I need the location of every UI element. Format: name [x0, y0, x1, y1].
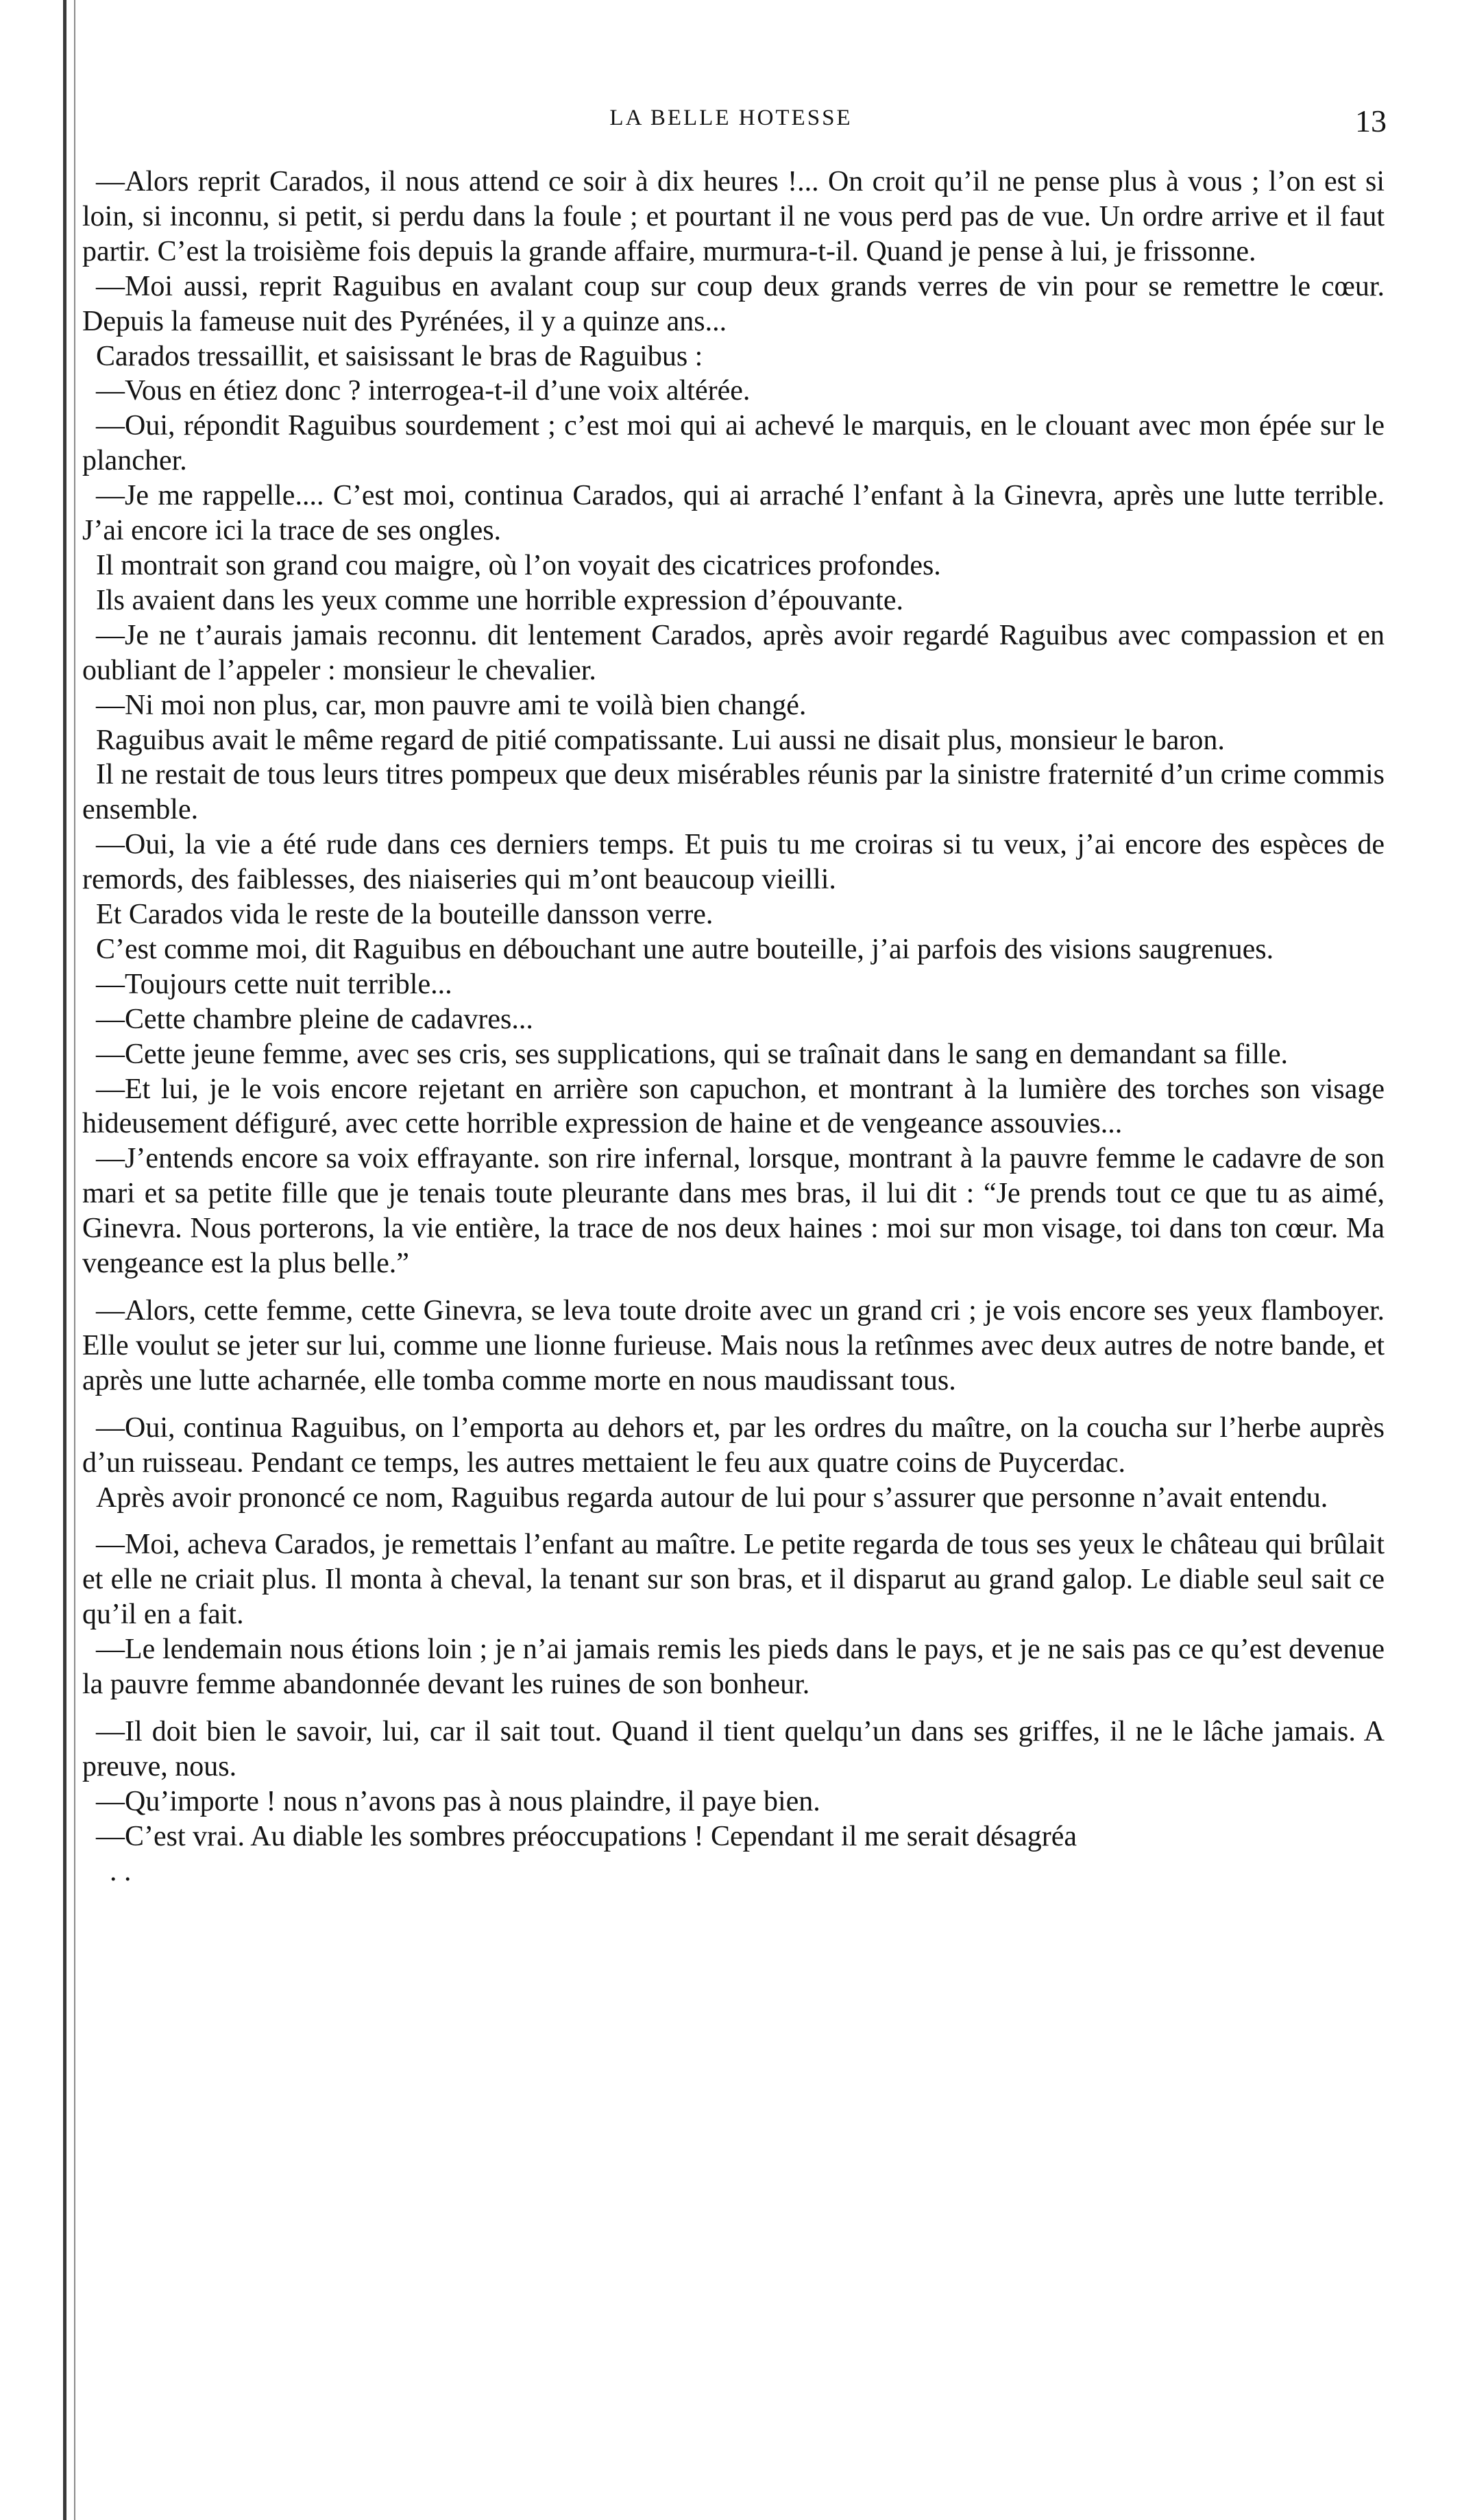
paragraph: Il ne restait de tous leurs titres pompeux que deux misérables réunis par la sinistre fraternité d’un crime commis ensemble.: [82, 759, 1385, 826]
paragraph: —Qu’importe ! nous n’avons pas à nous plaindre, il paye bien.: [96, 1785, 820, 1817]
paragraph: —J’entends encore sa voix effrayante. son rire infernal, lorsque, montrant à la pauvre femme le cadavre de son mari et sa petite fille que je tenais toute pleurante dans mes bras, il lui dit : “Je prends tout ce que tu as aimé, Ginevra. Nous porterons, la vie entière, la trace de nos deux haines : moi sur mon visage, toi dans ton cœur. Ma vengeance est la plus belle.”: [82, 1143, 1385, 1280]
trailing-mark: . .: [110, 1855, 132, 1887]
paragraph: —Moi, acheva Carados, je remettais l’enfant au maître. Le petite regarda de tous ses yeux le château qui brûlait et elle ne criait plus. Il monta à cheval, la tenant sur son bras, et il disparut au grand galop. Le diable seul sait ce qu’il en a fait.: [82, 1529, 1385, 1631]
paragraph: —Toujours cette nuit terrible...: [96, 968, 452, 1000]
paragraph: —Oui, la vie a été rude dans ces derniers temps. Et puis tu me croiras si tu veux, j’ai encore des espèces de remords, des faiblesses, des niaiseries qui m’ont beaucoup vieilli.: [82, 829, 1385, 896]
paragraph: —Moi aussi, reprit Raguibus en avalant coup sur coup deux grands verres de vin pour se remettre le cœur. Depuis la fameuse nuit des Pyrénées, il y a quinze ans...: [82, 270, 1385, 337]
paragraph: —Alors reprit Carados, il nous attend ce soir à dix heures !... On croit qu’il ne pense plus à vous ; l’on est si loin, si inconnu, si petit, si perdu dans la foule ; et pourtant il ne vous perd pas de vue. Un ordre arrive et il faut partir. C’est la troisième fois depuis la grande affaire, murmura-t-il. Quand je pense à lui, je frissonne.: [82, 166, 1385, 267]
paragraph: Carados tressaillit, et saisissant le bras de Raguibus :: [96, 340, 703, 372]
paragraph: —Vous en étiez donc ? interrogea-t-il d’une voix altérée.: [96, 375, 751, 407]
paragraph: —Oui, continua Raguibus, on l’emporta au dehors et, par les ordres du maître, on la coucha sur l’herbe auprès d’un ruisseau. Pendant ce temps, les autres mettaient le feu aux quatre coins de Puycerdac.: [82, 1412, 1385, 1479]
running-title: LA BELLE HOTESSE: [609, 106, 853, 130]
paragraph: —Le lendemain nous étions loin ; je n’ai jamais remis les pieds dans le pays, et je ne sais pas ce qu’est devenue la pauvre femme abandonnée devant les ruines de son bonheur.: [82, 1634, 1385, 1701]
paragraph: —Il doit bien le savoir, lui, car il sait tout. Quand il tient quelqu’un dans ses griffes, il ne le lâche jamais. A preuve, nous.: [82, 1715, 1385, 1782]
paragraph: —Cette jeune femme, avec ses cris, ses supplications, qui se traînait dans le sang en demandant sa fille.: [96, 1038, 1288, 1070]
paragraph: —Oui, répondit Raguibus sourdement ; c’est moi qui ai achevé le marquis, en le clouant avec mon épée sur le plancher.: [82, 410, 1385, 477]
body-text: [82, 165, 1385, 1889]
page-number: 13: [1355, 104, 1387, 138]
binding-edge-line-inner: [74, 0, 75, 2520]
paragraph: —Je me rappelle.... C’est moi, continua Carados, qui ai arraché l’enfant à la Ginevra, après une lutte terrible. J’ai encore ici la trace de ses ongles.: [82, 480, 1385, 547]
paragraph: Ils avaient dans les yeux comme une horrible expression d’épouvante.: [96, 584, 903, 616]
paragraph: Raguibus avait le même regard de pitié compatissante. Lui aussi ne disait plus, monsieur le baron.: [96, 724, 1225, 756]
paragraph: —Je ne t’aurais jamais reconnu. dit lentement Carados, après avoir regardé Raguibus avec compassion et en oubliant de l’appeler : monsieur le chevalier.: [82, 619, 1385, 686]
paragraph: Après avoir prononcé ce nom, Raguibus regarda autour de lui pour s’assurer que personne n’avait entendu.: [96, 1481, 1328, 1514]
paragraph: —Et lui, je le vois encore rejetant en arrière son capuchon, et montrant à la lumière des torches son visage hideusement défiguré, avec cette horrible expression de haine et de vengeance assouvies...: [82, 1073, 1385, 1140]
paragraph: —Cette chambre pleine de cadavres...: [96, 1003, 533, 1035]
paragraph: Et Carados vida le reste de la bouteille dansson verre.: [96, 899, 714, 931]
paragraph: —C’est vrai. Au diable les sombres préoccupations ! Cependant il me serait désagréa: [96, 1820, 1077, 1852]
page-header: [0, 103, 1462, 144]
paragraph: C’est comme moi, dit Raguibus en débouchant une autre bouteille, j’ai parfois des visions saugrenues.: [96, 933, 1274, 965]
paragraph: —Ni moi non plus, car, mon pauvre ami te voilà bien changé.: [96, 689, 807, 721]
paragraph: Il montrait son grand cou maigre, où l’on voyait des cicatrices profondes.: [96, 549, 941, 581]
paragraph: —Alors, cette femme, cette Ginevra, se leva toute droite avec un grand cri ; je vois encore ses yeux flamboyer. Elle voulut se jeter sur lui, comme une lionne furieuse. Mais nous la retînmes avec deux autres de notre bande, et après une lutte acharnée, elle tomba comme morte en nous maudissant tous.: [82, 1295, 1385, 1396]
binding-edge-line: [63, 0, 66, 2520]
